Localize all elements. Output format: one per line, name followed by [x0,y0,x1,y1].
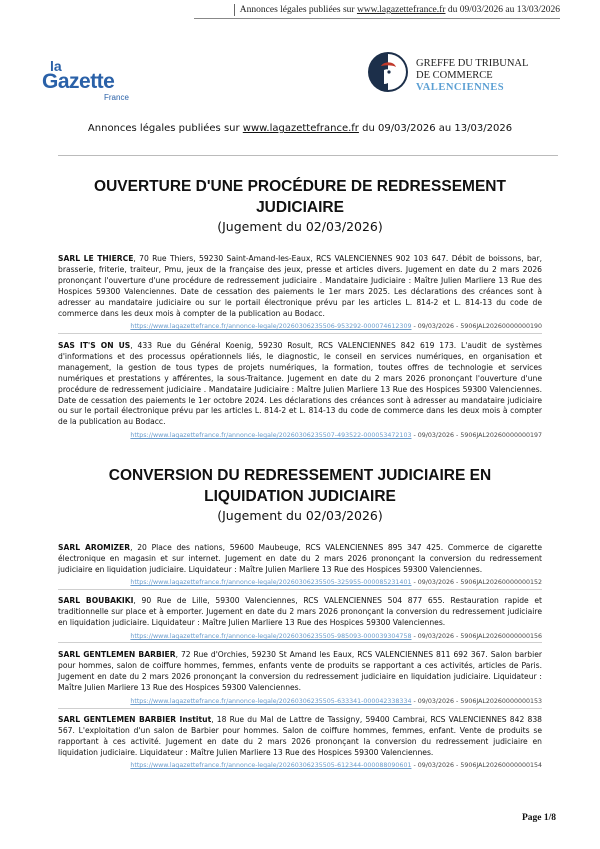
section-title-redressement: OUVERTURE D'UNE PROCÉDURE DE REDRESSEMENT JUDICIAIRE [94,178,506,216]
greffe-city: VALENCIENNES [416,82,505,93]
publication-subheader: Annonces légales publiées sur www.lagazettefrance.fr du 09/03/2026 au 13/03/2026 [87,123,513,134]
announcement-its-on-us: SAS IT'S ON US, 433 Rue du Général Koenig, 59230 Rosult, RCS VALENCIENNES 842 619 173. L'audit de systèmes d'informations et des processus opérationnels liés, le diagnostic, le conseil en services numériques, en organisation et management, la gestion de tous types de projets numériques, la formation, toutes offres de technologie et services numériques et prestations y afférentes, la sous-Traitance. Jugement en date du 2 mars 2026 prononçant l'ouverture d'une procédure de redressement judiciaire . Mandataire Judiciaire : Maître Julien Marliere 13 Rue des Hospices 59300 Valenciennes. Date de cessation des paiements le 1er octobre 2024. Les déclarations des créances sont à adresser au mandataire judiciaire ou sur le portail électronique prévu par les articles L. 814-2 et L. 814-13 du code de commerce dans les deux mois à compter de la publication au Bodacc. [58,341,542,427]
announcement-divider [58,589,542,590]
announcement-gentlemen-barbier-institut: SARL GENTLEMEN BARBIER Institut, 18 Rue du Mal de Lattre de Tassigny, 59400 Cambrai, RCS VALENCIENNES 842 838 567. L'exploitation d'un salon de Barbier pour hommes. Salon de coiffure hommes, femmes, enfant. Vente de produits se rapportant à ces activité. Jugement en date du 2 mars 2026 prononçant la conversion du redressement judiciaire en liquidation judiciaire. Liquidateur : Maître Julien Marliere 13 Rue des Hospices 59300 Valenciennes. [58,715,542,757]
announcement-link[interactable]: https://www.lagazettefrance.fr/annonce-legale/20260306235506-953292-000074612309 [130,323,412,330]
greffe-line1: GREFFE DU TRIBUNAL [416,58,529,69]
announcement-divider [58,333,542,334]
announcement-footer: https://www.lagazettefrance.fr/annonce-legale/20260306235506-953292-000074612309 - 09/03/2026 - 5906JAL20260000000190 [130,323,542,330]
announcement-link[interactable]: https://www.lagazettefrance.fr/annonce-legale/20260306235505-633341-000042338334 [130,698,412,705]
company-name: SARL AROMIZER [58,543,131,552]
subheader-rule [58,155,558,156]
greffe-lines [416,58,528,94]
announcement-footer: https://www.lagazettefrance.fr/annonce-legale/20260306235505-985093-000039304758 - 09/03/2026 - 5906JAL20260000000156 [130,633,542,640]
top-header: Annonces légales publiées sur www.lagazettefrance.fr du 09/03/2026 au 13/03/2026 [234,4,560,16]
gazette-logo[interactable] [42,60,142,105]
announcement-divider [58,642,542,643]
page-number: Page 1/8 [521,813,556,823]
company-name: SARL LE THIERCE [58,254,134,263]
announcement-footer: https://www.lagazettefrance.fr/annonce-legale/20260306235505-612344-000088090601 - 09/03/2026 - 5906JAL20260000000154 [130,762,542,769]
announcement-gentlemen-barbier: SARL GENTLEMEN BARBIER, 72 Rue d'Orchies, 59230 St Amand les Eaux, RCS VALENCIENNES 811 692 367. Salon barbier pour hommes, salon de coiffure hommes, femmes, enfants vente de produits se rapportant a ces activités, articles de Paris. Jugement en date du 2 mars 2026 prononçant la conversion du redressement judiciaire en liquidation judiciaire. Liquidateur : Maître Julien Marliere 13 Rue des Hospices 59300 Valenciennes. [58,650,543,692]
announcement-footer: https://www.lagazettefrance.fr/annonce-legale/20260306235505-633341-000042338334 - 09/03/2026 - 5906JAL20260000000153 [130,698,542,705]
subheader-site-link[interactable]: www.lagazettefrance.fr [242,123,359,134]
greffe-block [364,48,564,108]
announcement-divider [58,708,542,709]
top-header-site-link[interactable]: www.lagazettefrance.fr [356,5,446,15]
section-subtitle-redressement: (Jugement du 02/03/2026) [217,219,383,234]
company-name: SARL GENTLEMEN BARBIER Institut [58,715,212,724]
announcement-aromizer: SARL AROMIZER, 20 Place des nations, 59600 Maubeuge, RCS VALENCIENNES 895 347 425. Commerce de cigarette électronique en magasin et sur internet. Jugement en date du 2 mars 2026 prononçant la conversion du redressement judiciaire en liquidation judiciaire. Liquidateur : Maître Julien Marliere 13 Rue des Hospices 59300 Valenciennes. [58,543,542,574]
company-name: SARL GENTLEMEN BARBIER [58,650,176,659]
announcement-boubakiki: SARL BOUBAKIKI, 90 Rue de Lille, 59300 Valenciennes, RCS VALENCIENNES 504 877 655. Restauration rapide et traditionnelle sur place et à emporter. Jugement en date du 2 mars 2026 prononçant la conversion du redressement judiciaire en liquidation judiciaire. Liquidateur : Maître Julien Marliere 13 Rue des Hospices 59300 Valenciennes. [58,596,542,627]
announcement-footer: https://www.lagazettefrance.fr/annonce-legale/20260306235507-493522-000053472103 - 09/03/2026 - 5906JAL20260000000197 [130,432,542,439]
top-rule [194,18,560,19]
greffe-line2: DE COMMERCE [416,70,493,81]
announcement-footer: https://www.lagazettefrance.fr/annonce-legale/20260306235505-325955-000085231401 - 09/03/2026 - 5906JAL20260000000152 [130,579,542,586]
logo-france: France [104,93,129,102]
section-subtitle-conversion: (Jugement du 02/03/2026) [217,508,383,523]
company-name: SARL BOUBAKIKI [58,596,134,605]
company-name: SAS IT'S ON US [58,341,131,350]
announcement-link[interactable]: https://www.lagazettefrance.fr/annonce-legale/20260306235505-325955-000085231401 [130,579,412,586]
announcement-link[interactable]: https://www.lagazettefrance.fr/annonce-legale/20260306235505-985093-000039304758 [130,633,412,640]
announcement-le-thierce: SARL LE THIERCE, 70 Rue Thiers, 59230 Saint-Amand-les-Eaux, RCS VALENCIENNES 902 103 647. Débit de boissons, bar, brasserie, friterie, traiteur, Pmu, jeux de la française des jeux, presse et articles divers. Jugement en date du 2 mars 2026 prononçant l'ouverture d'une procédure de redressement judiciaire . Mandataire Judiciaire : Maître Julien Marliere 13 Rue des Hospices 59300 Valenciennes. Date de cessation des paiements le 1er mars 2025. Les déclarations des créances sont à adresser au mandataire judiciaire ou sur le portail électronique prévu par les articles L. 814-2 et L. 814-13 du code de commerce dans les deux mois à compter de la publication au Bodacc. [58,254,542,318]
logo-la: la [50,58,62,74]
section-title-conversion: CONVERSION DU REDRESSEMENT JUDICIAIRE EN LIQUIDATION JUDICIAIRE [108,467,492,505]
announcement-link[interactable]: https://www.lagazettefrance.fr/annonce-legale/20260306235505-612344-000088090601 [130,762,412,769]
greffe-seal-icon [364,48,412,96]
announcement-link[interactable]: https://www.lagazettefrance.fr/annonce-legale/20260306235507-493522-000053472103 [130,432,412,439]
logo-gazette: Gazette [42,70,115,93]
